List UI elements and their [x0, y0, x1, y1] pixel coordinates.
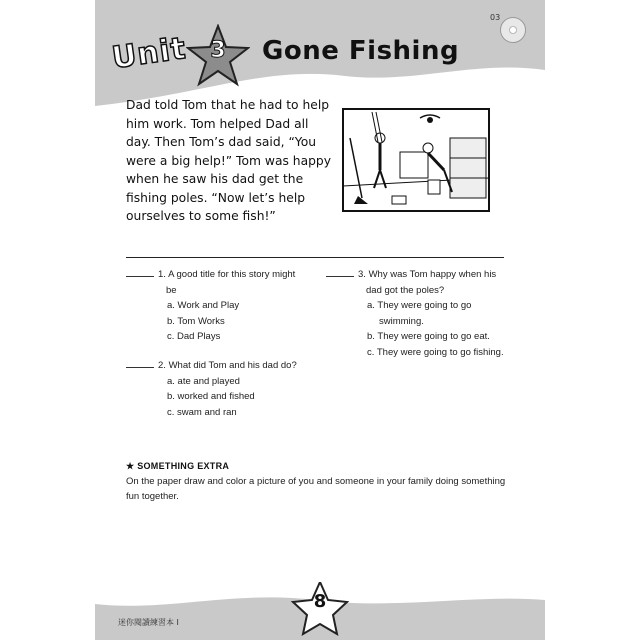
- cd-icon: [500, 17, 526, 43]
- unit-label: Unit: [109, 30, 189, 77]
- option-a: a. ate and played: [167, 375, 240, 387]
- option-b: b. Tom Works: [167, 315, 225, 327]
- question-text-cont: dad got the poles?: [366, 284, 445, 296]
- option-b: b. They were going to go eat.: [367, 331, 490, 342]
- book-title: 迷你閱讀練習本 I: [118, 618, 179, 627]
- answer-blank[interactable]: [326, 268, 354, 277]
- page-number: 8: [313, 591, 327, 612]
- unit-number: 3: [210, 38, 226, 63]
- star-icon: ★: [126, 461, 135, 471]
- question-text: Why was Tom happy when his: [368, 269, 497, 280]
- option-a-cont: swimming.: [379, 315, 424, 327]
- question-1: [126, 267, 295, 345]
- answer-blank[interactable]: [126, 268, 154, 277]
- option-c: c. Dad Plays: [167, 331, 221, 342]
- story-paragraph: Dad told Tom that he had to help him work. Tom helped Dad all day. Then Tom’s dad said, “You were a big help!” Tom was happy when he saw his dad get the fishing poles. “Now let’s help ourselves to some fish!”: [126, 98, 332, 223]
- page-title: Gone Fishing: [262, 36, 460, 66]
- extra-heading-text: SOMETHING EXTRA: [137, 461, 230, 471]
- story-illustration: [342, 108, 490, 212]
- option-b: b. worked and fished: [167, 391, 255, 402]
- question-number: 3.: [358, 269, 366, 280]
- track-number: 03: [490, 13, 501, 22]
- question-number: 2.: [158, 360, 166, 371]
- question-number: 1.: [158, 269, 166, 280]
- extra-instructions: On the paper draw and color a picture of you and someone in your family doing something fun together.: [126, 476, 506, 502]
- option-a: a. They were going to go: [367, 300, 472, 311]
- option-a: a. Work and Play: [167, 300, 240, 311]
- unit-star-badge: [186, 24, 250, 88]
- extra-heading: [126, 461, 229, 472]
- story-text: [126, 96, 331, 226]
- question-2: [126, 358, 297, 420]
- option-c: c. swam and ran: [167, 406, 237, 418]
- question-text: What did Tom and his dad do?: [168, 360, 297, 371]
- divider-line: [126, 257, 504, 258]
- answer-blank[interactable]: [126, 359, 154, 368]
- question-text-cont: be: [166, 284, 177, 296]
- question-3: [326, 267, 504, 360]
- option-c: c. They were going to go fishing.: [367, 346, 504, 358]
- question-text: A good title for this story might: [168, 269, 296, 280]
